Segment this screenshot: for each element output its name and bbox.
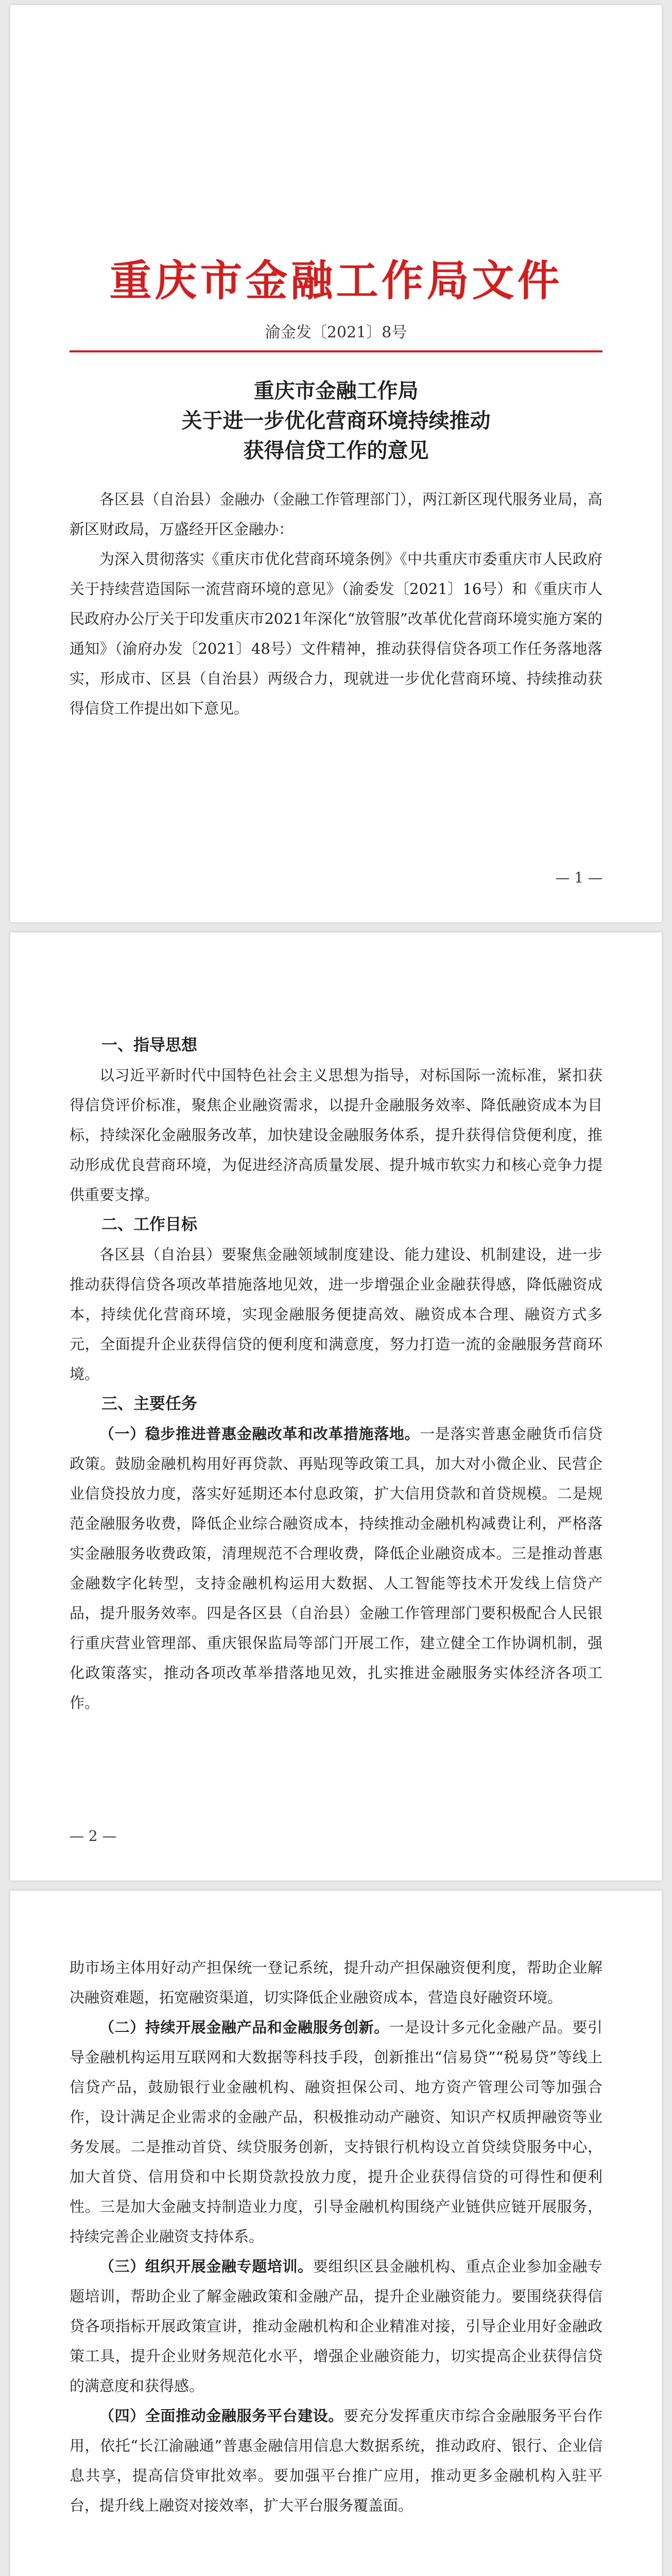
addressee-paragraph: 各区县（自治县）金融办（金融工作管理部门），两江新区现代服务业局，高新区财政局，万盛经开区金融办： [70,490,602,538]
section-heading: 二、工作目标 [101,1215,197,1234]
body-paragraph: 以习近平新时代中国特色社会主义思想为指导，对标国际一流标准，紧扣获得信贷评价标准，聚焦企业融资需求，以提升金融服务效率、降低融资成本为目标，持续深化金融服务改革，加快建设金融服务体系，提升获得信贷便利度，推动形成优良营商环境，为促进经济高质量发展、提升城市软实力和核心竞争力提供重要支撑。 [70,1066,602,1204]
document-page-2 [10,933,662,1880]
header-red-rule [70,350,602,352]
document-title-line: 重庆市金融工作局 [253,379,419,403]
document-number: 渝金发〔2021〕8号 [265,324,407,342]
body-paragraph: 各区县（自治县）要聚焦金融领域制度建设、能力建设、机制建设，进一步推动获得信贷各项改革措施落地见效，进一步增强企业金融获得感，降低融资成本，持续优化营商环境，实现金融服务便捷高效、融资成本合理、融资方式多元，全面提升企业获得信贷的便利度和满意度，努力打造一流的金融服务营商环境。 [70,1246,602,1383]
body-paragraph [70,2012,602,2251]
document-title-line: 获得信贷工作的意见 [243,438,429,463]
body-paragraph [70,1419,602,1718]
section-heading: 一、指导思想 [101,1036,197,1055]
subsection-text: 要充分发挥重庆市综合金融服务平台作用，依托“长江渝融通”普惠金融信用信息大数据系统，推动政府、银行、企业信息共享，提高信贷审批效率。要加强平台推广应用，推动更多金融机构入驻平台，提升线上融资对接效率，扩大平台服务覆盖面。 [70,2407,602,2514]
subsection-lead: （四）全面推动金融服务平台建设。 [99,2407,343,2425]
page-3-body [70,1953,602,2520]
document-page-1 [10,5,662,922]
document-page-3 [10,1891,662,2576]
subsection-lead: （三）组织开展金融专题培训。 [99,2258,313,2275]
page-2-body [70,1030,602,1718]
document-header-title: 重庆市金融工作局文件 [109,256,563,306]
subsection-text: 一是设计多元化金融产品。要引导金融机构运用互联网和大数据等科技手段，创新推出“信易贷”“税易贷”等线上信贷产品，鼓励银行业金融机构、融资担保公司、地方资产管理公司等加强合作，设计满足企业需求的金融产品，积极推动动产融资、知识产权质押融资等业务发展。二是推动首贷、续贷服务创新，支持银行机构设立首贷续贷服务中心，加大首贷、信用贷和中长期贷款投放力度，提升企业获得信贷的可得性和便利性。三是加大金融支持制造业力度，引导金融机构围绕产业链供应链开展服务，持续完善企业融资支持体系。 [70,2019,602,2245]
body-paragraph: 助市场主体用好动产担保统一登记系统，提升动产担保融资便利度，帮助企业解决融资难题，拓宽融资渠道，切实降低企业融资成本，营造良好融资环境。 [70,1959,602,2006]
subsection-lead: （二）持续开展金融产品和金融服务创新。 [99,2019,389,2036]
body-paragraph: 为深入贯彻落实《重庆市优化营商环境条例》《中共重庆市委重庆市人民政府关于持续营造国际一流营商环境的意见》（渝委发〔2021〕16号）和《重庆市人民政府办公厅关于印发重庆市2021年深化“放管服”改革优化营商环境实施方案的通知》（渝府办发〔2021〕48号）文件精神，推动获得信贷各项工作任务落地落实，形成市、区县（自治县）两级合力，现就进一步优化营商环境、持续推动获得信贷工作提出如下意见。 [70,550,602,717]
document-title [10,376,662,466]
subsection-text: 一是落实普惠金融货币信贷政策。鼓励金融机构用好再贷款、再贴现等政策工具，加大对小微企业、民营企业信贷投放力度，落实好延期还本付息政策，扩大信用贷款和首贷规模。二是规范金融服务收费，降低企业综合融资成本，持续推动金融机构减费让利，严格落实金融服务收费政策，清理规范不合理收费，降低企业融资成本。三是推动普惠金融数字化转型，支持金融机构运用大数据、人工智能等技术开发线上信贷产品，提升服务效率。四是各区县（自治县）金融工作管理部门要积极配合人民银行重庆营业管理部、重庆银保监局等部门开展工作，建立健全工作协调机制，强化政策落实，推动各项改革举措落地见效，扎实推进金融服务实体经济各项工作。 [70,1425,602,1711]
page-number: — 1 — [555,869,602,886]
document-title-line: 关于进一步优化营商环境持续推动 [181,409,491,433]
body-paragraph [70,2251,602,2401]
section-heading: 三、主要任务 [101,1395,197,1413]
subsection-text: 要组织区县金融机构、重点企业参加金融专题培训，帮助企业了解金融政策和金融产品，提升企业融资能力。要围绕获得信贷各项指标开展政策宣讲，推动金融机构和企业精准对接，引导企业用好金融政策工具，提升企业财务规范化水平，增强企业融资能力，切实提高企业获得信贷的满意度和获得感。 [70,2258,602,2395]
page-1-body [70,484,602,723]
page-number: — 2 — [70,1827,117,1844]
body-paragraph [70,2401,602,2520]
subsection-lead: （一）稳步推进普惠金融改革和改革措施落地。 [99,1425,420,1443]
